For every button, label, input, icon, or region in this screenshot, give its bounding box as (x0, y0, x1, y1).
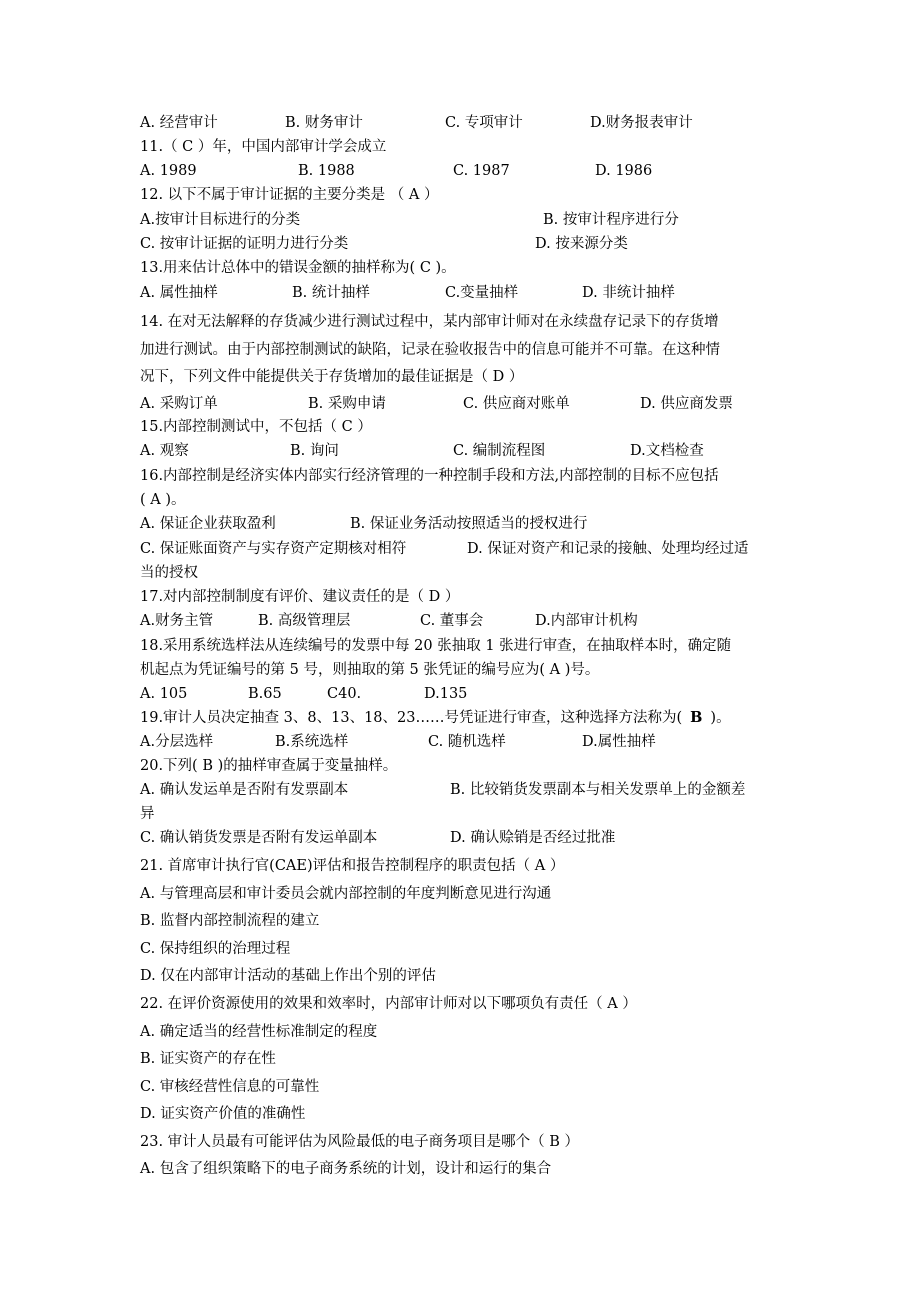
q10-option-c: C. 专项审计 (445, 115, 523, 131)
q16-stem-line2: ( A )。 (140, 492, 186, 508)
q22-option-a: A. 确定适当的经营性标准制定的程度 (140, 1024, 378, 1040)
q11-option-a: A. 1989 (140, 163, 197, 179)
q16-option-d-continued: 当的授权 (140, 565, 198, 581)
q14-stem-line2: 加进行测试。由于内部控制测试的缺陷，记录在验收报告中的信息可能并不可靠。在这种情 (140, 342, 720, 358)
q18-option-c: C40. (327, 686, 362, 702)
q22-option-d: D. 证实资产价值的准确性 (140, 1106, 306, 1122)
q12-option-d: D. 按来源分类 (535, 236, 628, 252)
q21-option-c: C. 保持组织的治理过程 (140, 941, 291, 957)
q15-option-d: D.文档检查 (630, 443, 704, 459)
q19-stem-end: )。 (710, 710, 731, 726)
q15-stem: 15.内部控制测试中，不包括（ C ） (140, 419, 372, 435)
q13-option-b: B. 统计抽样 (292, 285, 370, 301)
q18-option-d: D.135 (424, 686, 468, 702)
q19-option-a: A.分层选样 (140, 734, 214, 750)
q22-option-c: C. 审核经营性信息的可靠性 (140, 1079, 320, 1095)
q21-stem: 21. 首席审计执行官(CAE)评估和报告控制程序的职责包括（ A ） (140, 858, 565, 874)
q11-option-b: B. 1988 (298, 163, 355, 179)
q16-option-d: D. 保证对资产和记录的接触、处理均经过适 (467, 541, 749, 557)
q21-option-d: D. 仅在内部审计活动的基础上作出个别的评估 (140, 968, 436, 984)
q23-stem: 23. 审计人员最有可能评估为风险最低的电子商务项目是哪个（ B ） (140, 1134, 580, 1150)
q14-option-b: B. 采购申请 (308, 396, 386, 412)
q12-option-b: B. 按审计程序进行分 (543, 212, 679, 228)
q17-option-c: C. 董事会 (420, 613, 484, 629)
q12-option-a: A.按审计目标进行的分类 (140, 212, 301, 228)
q12-stem: 12. 以下不属于审计证据的主要分类是 （ A ） (140, 187, 439, 203)
q16-option-c: C. 保证账面资产与实存资产定期核对相符 (140, 541, 407, 557)
q10-option-a: A. 经营审计 (140, 115, 218, 131)
q14-stem-line3: 况下，下列文件中能提供关于存货增加的最佳证据是（ D ） (140, 369, 524, 385)
q14-option-d: D. 供应商发票 (640, 396, 733, 412)
q18-stem-line1: 18.采用系统选样法从连续编号的发票中每 20 张抽取 1 张进行审查，在抽取样本时，确定随 (140, 638, 732, 654)
q18-option-a: A. 105 (140, 686, 188, 702)
q20-option-b-continued: 异 (140, 806, 155, 822)
q13-option-a: A. 属性抽样 (140, 285, 218, 301)
q20-option-d: D. 确认赊销是否经过批准 (450, 830, 616, 846)
q14-option-c: C. 供应商对账单 (463, 396, 570, 412)
q14-option-a: A. 采购订单 (140, 396, 218, 412)
q16-option-b: B. 保证业务活动按照适当的授权进行 (350, 516, 588, 532)
q17-option-b: B. 高级管理层 (258, 613, 351, 629)
q13-option-d: D. 非统计抽样 (582, 285, 675, 301)
q15-option-b: B. 询问 (290, 443, 339, 459)
q22-option-b: B. 证实资产的存在性 (140, 1051, 276, 1067)
q12-option-c: C. 按审计证据的证明力进行分类 (140, 236, 349, 252)
q21-option-b: B. 监督内部控制流程的建立 (140, 913, 320, 929)
q17-option-d: D.内部审计机构 (535, 613, 638, 629)
q20-option-a: A. 确认发运单是否附有发票副本 (140, 782, 349, 798)
q20-option-b: B. 比较销货发票副本与相关发票单上的金额差 (450, 782, 746, 798)
q10-option-b: B. 财务审计 (285, 115, 363, 131)
q20-stem: 20.下列( B )的抽样审查属于变量抽样。 (140, 758, 398, 774)
q17-option-a: A.财务主管 (140, 613, 214, 629)
q23-option-a: A. 包含了组织策略下的电子商务系统的计划，设计和运行的集合 (140, 1161, 552, 1177)
q20-option-c: C. 确认销货发票是否附有发运单副本 (140, 830, 378, 846)
q14-stem-line1: 14. 在对无法解释的存货减少进行测试过程中，某内部审计师对在永续盘存记录下的存货增 (140, 314, 719, 330)
q10-option-d: D.财务报表审计 (590, 115, 693, 131)
q15-option-a: A. 观察 (140, 443, 189, 459)
q19-answer: B (690, 709, 703, 726)
q18-stem-line2: 机起点为凭证编号的第 5 号，则抽取的第 5 张凭证的编号应为( A )号。 (140, 662, 600, 678)
q11-option-d: D. 1986 (595, 163, 653, 179)
q18-option-b: B.65 (248, 686, 282, 702)
q13-option-c: C.变量抽样 (445, 285, 519, 301)
q19-option-c: C. 随机选样 (428, 734, 506, 750)
q15-option-c: C. 编制流程图 (453, 443, 546, 459)
q19-option-d: D.属性抽样 (582, 734, 656, 750)
q19-option-b: B.系统选样 (275, 734, 349, 750)
q11-option-c: C. 1987 (453, 163, 510, 179)
q22-stem: 22. 在评价资源使用的效果和效率时，内部审计师对以下哪项负有责任（ A ） (140, 996, 637, 1012)
q16-stem-line1: 16.内部控制是经济实体内部实行经济管理的一种控制手段和方法,内部控制的目标不应包括 (140, 468, 719, 484)
q19-stem-text: 19.审计人员决定抽查 3、8、13、18、23……号凭证进行审查，这种选择方法称为( (140, 710, 683, 726)
q17-stem: 17.对内部控制制度有评价、建议责任的是（ D ） (140, 589, 460, 605)
q13-stem: 13.用来估计总体中的错误金额的抽样称为( C )。 (140, 260, 456, 276)
q11-stem: 11.（ C ）年，中国内部审计学会成立 (140, 139, 387, 155)
q21-option-a: A. 与管理高层和审计委员会就内部控制的年度判断意见进行沟通 (140, 886, 552, 902)
q16-option-a: A. 保证企业获取盈利 (140, 516, 276, 532)
q19-stem (140, 708, 731, 728)
